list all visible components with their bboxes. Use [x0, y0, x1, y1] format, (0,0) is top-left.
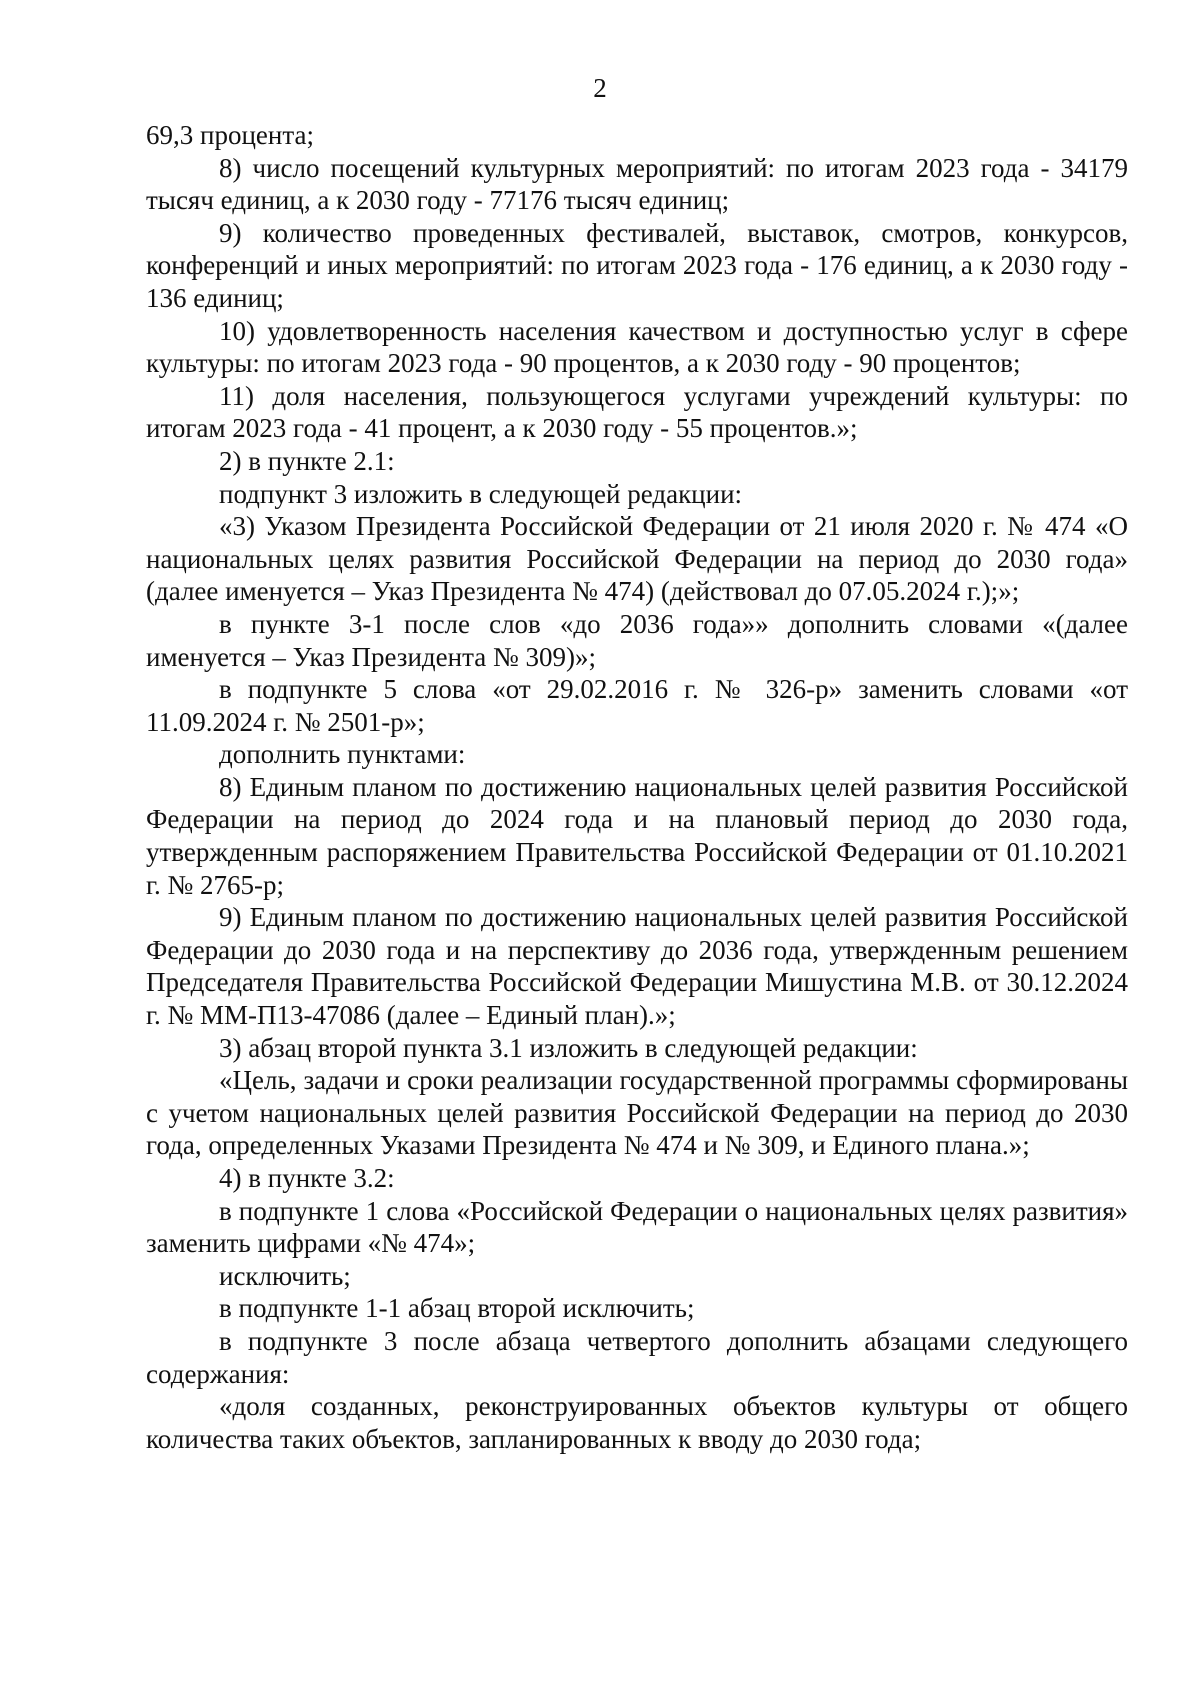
paragraph: 4) в пункте 3.2:	[219, 1163, 395, 1193]
paragraph: 9) Единым планом по достижению национальных целей развития Российской Федерации до 2030 года и на перспективу до 2036 года, утвержденным решением Председателя Правительства Российской Федерации Мишустина М.В. от 30.12.2024 г. № ММ-П13-47086 (далее – Единый план).»;	[146, 902, 1128, 1031]
paragraph: 9) количество проведенных фестивалей, выставок, смотров, конкурсов, конференций и иных мероприятий: по итогам 2023 года - 176 единиц, а к 2030 году - 136 единиц;	[146, 217, 1128, 313]
paragraph: исключить;	[219, 1260, 351, 1291]
page-number: 2	[593, 73, 607, 103]
paragraph: 8) число посещений культурных мероприятий: по итогам 2023 года - 34179 тысяч единиц, а к 2030 году - 77176 тысяч единиц;	[146, 152, 1128, 216]
paragraph: «3) Указом Президента Российской Федерации от 21 июля 2020 г. № 474 «О национальных целях развития Российской Федерации на период до 2030 года» (далее именуется – Указ Президента № 474) (действовал до 07.05.2024 г.);»;	[146, 511, 1128, 607]
paragraph: в подпункте 3 после абзаца четвертого дополнить абзацами следующего содержания:	[146, 1325, 1128, 1389]
paragraph: «доля созданных, реконструированных объектов культуры от общего количества таких объектов, запланированных к вводу до 2030 года;	[146, 1391, 1128, 1454]
paragraph: в пункте 3-1 после слов «до 2036 года»» дополнить словами «(далее именуется – Указ Президента № 309)»;	[146, 608, 1128, 672]
paragraph: дополнить пунктами:	[219, 739, 466, 770]
paragraph: 69,3 процента;	[146, 120, 314, 150]
paragraph: 10) удовлетворенность населения качеством и доступностью услуг в сфере культуры: по итогам 2023 года - 90 процентов, а к 2030 году - 90 процентов;	[146, 315, 1128, 379]
paragraph: в подпункте 1 слова «Российской Федерации о национальных целях развития» заменить цифрами «№ 474»;	[146, 1195, 1128, 1259]
paragraph: 2) в пункте 2.1:	[219, 445, 395, 476]
paragraph: подпункт 3 изложить в следующей редакции:	[219, 478, 743, 509]
paragraph: 11) доля населения, пользующегося услугами учреждений культуры: по итогам 2023 года - 41 процент, а к 2030 году - 55 процентов.»;	[146, 380, 1128, 444]
paragraph: в подпункте 5 слова «от 29.02.2016 г. № 326-р» заменить словами «от 11.09.2024 г. № 2501-р»;	[146, 674, 1128, 737]
paragraph: «Цель, задачи и сроки реализации государственной программы сформированы с учетом национальных целей развития Российской Федерации на период до 2030 года, определенных Указами Президента № 474 и № 309, и Единого плана.»;	[146, 1065, 1128, 1161]
document-body	[146, 119, 1128, 1455]
paragraph: 3) абзац второй пункта 3.1 изложить в следующей редакции:	[219, 1032, 918, 1063]
paragraph: 8) Единым планом по достижению национальных целей развития Российской Федерации на период до 2024 года и на плановый период до 2030 года, утвержденным распоряжением Правительства Российской Федерации от 01.10.2021 г. № 2765-р;	[146, 771, 1128, 900]
paragraph: в подпункте 1-1 абзац второй исключить;	[219, 1293, 695, 1324]
